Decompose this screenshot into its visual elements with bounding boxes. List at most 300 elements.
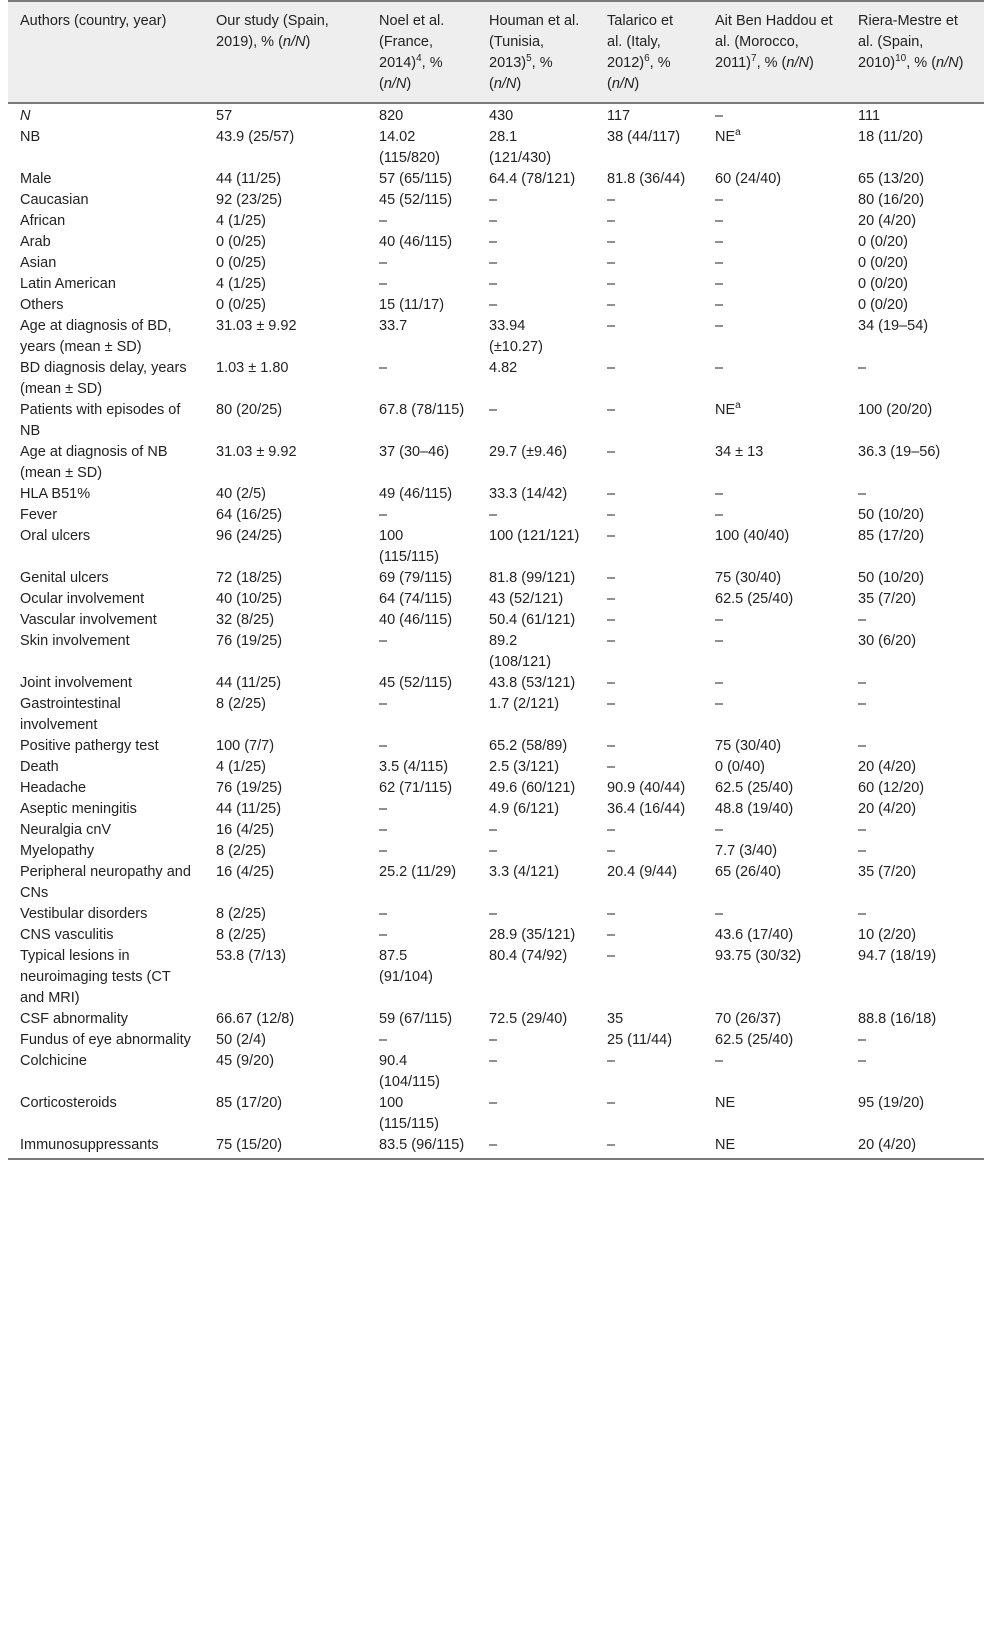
table-cell: 76 (19/25) [216, 780, 283, 796]
table-cell: 44 (11/25) [216, 801, 282, 817]
table-cell: 33.3 (14/42) [489, 486, 568, 502]
table-cell: – [858, 696, 867, 712]
table-cell: 28.9 (35/121) [489, 927, 576, 943]
table-cell: – [379, 633, 388, 649]
row-label: Fever [20, 507, 58, 523]
table-cell: 100 (20/20) [858, 402, 933, 418]
table-cell: – [379, 1032, 388, 1048]
table-cell: 3.5 (4/115) [379, 759, 449, 775]
table-row [8, 820, 984, 841]
table-row [8, 862, 984, 904]
row-label: Headache [20, 780, 87, 796]
table-cell: 49 (46/115) [379, 486, 453, 502]
table-cell: 62.5 (25/40) [715, 780, 794, 796]
table-cell: NE [715, 1095, 736, 1111]
table-cell: – [715, 255, 724, 271]
table-cell: – [715, 612, 724, 628]
row-label: Joint involvement [20, 675, 133, 691]
table-cell: – [595, 1135, 703, 1159]
footnote-marker: a [735, 127, 741, 139]
table-cell: $NE^a$ [715, 400, 741, 418]
row-label: Caucasian [20, 192, 89, 208]
table-cell: 43.6 (17/40) [715, 927, 794, 943]
table-cell: 90.4 (104/115) [379, 1053, 440, 1090]
table-cell: 33.7 [379, 318, 408, 334]
table-cell: 59 (67/115) [379, 1011, 453, 1027]
reference-superscript: 10 [895, 53, 907, 65]
row-label: Fundus of eye abnormality [20, 1032, 191, 1048]
table-cell: 25.2 (11/29) [379, 864, 457, 880]
table-cell: – [607, 948, 616, 964]
table-cell: 34 (19–54) [858, 318, 929, 334]
table-cell: 88.8 (16/18) [858, 1011, 937, 1027]
table-cell: 31.03 ± 9.92 [216, 318, 297, 334]
row-label: CNS vasculitis [20, 927, 114, 943]
row-label: Peripheral neuropathy and CNs [20, 864, 191, 901]
table-cell: – [715, 507, 724, 523]
table-cell: – [379, 801, 388, 817]
table-cell: – [607, 213, 616, 229]
table-cell: – [489, 1053, 498, 1069]
table-cell: 48.8 (19/40) [715, 801, 794, 817]
table-cell: 50 (10/20) [858, 507, 925, 523]
table-cell: 29.7 (±9.46) [489, 444, 568, 460]
table-row [8, 442, 984, 484]
table-cell: 95 (19/20) [858, 1095, 925, 1111]
table-cell: 36.3 (19–56) [858, 444, 941, 460]
row-label: Genital ulcers [20, 570, 109, 586]
table-cell: NE [703, 1135, 846, 1159]
table-cell: 0 (0/25) [216, 297, 266, 313]
table-row [8, 400, 984, 442]
table-row [8, 799, 984, 820]
table-cell: 25 (11/44) [607, 1032, 673, 1048]
table-cell: 0 (0/40) [715, 759, 765, 775]
table-cell: – [607, 675, 616, 691]
table-cell: – [858, 843, 867, 859]
table-cell: 35 (7/20) [858, 864, 917, 880]
table-cell: 43.9 (25/57) [216, 129, 295, 145]
table-cell: – [379, 276, 388, 292]
table-cell: 16 (4/25) [216, 822, 275, 838]
row-label: Age at diagnosis of NB (mean ± SD) [20, 444, 168, 481]
table-cell: – [607, 759, 616, 775]
table-cell: 28.1 (121/430) [489, 129, 552, 166]
table-row [8, 778, 984, 799]
table-row [8, 127, 984, 169]
table-row [8, 1093, 984, 1135]
table-cell: 85 (17/20) [858, 528, 925, 544]
table-cell: – [607, 255, 616, 271]
table-cell: 76 (19/25) [216, 633, 283, 649]
table-cell: 35 [607, 1011, 624, 1027]
table-cell: 35 (7/20) [858, 591, 917, 607]
table-cell: 8 (2/25) [216, 906, 266, 922]
table-cell: 40 (10/25) [216, 591, 283, 607]
row-label: Neuralgia cnV [20, 822, 112, 838]
row-label: Vestibular disorders [20, 906, 148, 922]
table-cell: – [489, 192, 498, 208]
table-cell: 15 (11/17) [379, 297, 445, 313]
table-row [8, 694, 984, 736]
reference-superscript: 7 [751, 53, 757, 65]
table-row [8, 673, 984, 694]
table-cell: – [607, 906, 616, 922]
table-cell: – [607, 843, 616, 859]
row-label: Positive pathergy test [20, 738, 159, 754]
table-row [8, 568, 984, 589]
table-row [8, 103, 984, 127]
table-row [8, 736, 984, 757]
table-cell: $NE^a$ [715, 127, 741, 145]
table-cell: 32 (8/25) [216, 612, 275, 628]
table-cell: – [379, 360, 388, 376]
table-cell: – [715, 234, 724, 250]
table-cell: – [607, 486, 616, 502]
table-cell: 8 (2/25) [216, 927, 266, 943]
table-cell: 57 (65/115) [379, 171, 453, 187]
table-cell: – [379, 927, 388, 943]
table-cell: – [489, 822, 498, 838]
table-cell: 4 (1/25) [216, 759, 266, 775]
table-cell: – [607, 360, 616, 376]
table-body [8, 103, 984, 1159]
table-cell: 45 (9/20) [216, 1053, 275, 1069]
table-cell: 31.03 ± 9.92 [216, 444, 297, 460]
table-cell: 37 (30–46) [379, 444, 450, 460]
table-cell: 81.8 (99/121) [489, 570, 576, 586]
table-cell: 0 (0/20) [858, 255, 908, 271]
table-cell: 20 (4/20) [858, 801, 917, 817]
table-cell: 3.3 (4/121) [489, 864, 560, 880]
table-cell: 65.2 (58/89) [489, 738, 568, 754]
table-cell: 60 (24/40) [715, 171, 782, 187]
table-cell: – [379, 906, 388, 922]
row-label: BD diagnosis delay, years (mean ± SD) [20, 360, 187, 397]
table-cell: – [607, 528, 616, 544]
table-cell: – [715, 633, 724, 649]
column-header: Authors (country, year) [8, 1, 204, 103]
table-row [8, 757, 984, 778]
table-row [8, 631, 984, 673]
table-row [8, 526, 984, 568]
table-cell: – [715, 906, 724, 922]
table-cell: 4 (1/25) [216, 213, 266, 229]
table-cell: 100 (115/115) [379, 528, 439, 565]
row-label: Typical lesions in neuroimaging tests (CT and MRI) [20, 948, 171, 1006]
table-cell: – [715, 276, 724, 292]
table-cell: 72.5 (29/40) [489, 1011, 568, 1027]
table-cell: – [607, 444, 616, 460]
row-label: Colchicine [20, 1053, 87, 1069]
table-cell: 65 (26/40) [715, 864, 782, 880]
column-header: Houman et al. (Tunisia, 2013)$^5$, % (n/N) [477, 1, 595, 103]
table-cell: 33.94 (±10.27) [489, 318, 543, 355]
table-cell: – [715, 108, 724, 124]
row-label: Vascular involvement [20, 612, 157, 628]
table-row [8, 925, 984, 946]
table-cell: – [607, 192, 616, 208]
table-cell: 85 (17/20) [216, 1095, 283, 1111]
table-cell: 90.9 (40/44) [607, 780, 686, 796]
table-cell: – [607, 318, 616, 334]
table-cell: 40 (2/5) [216, 486, 266, 502]
row-label: Age at diagnosis of BD, years (mean ± SD) [20, 318, 172, 355]
reference-superscript: 5 [526, 53, 532, 65]
table-cell: 40 (46/115) [379, 234, 453, 250]
table-cell: 94.7 (18/19) [858, 948, 937, 964]
table-cell: – [715, 318, 724, 334]
footnote-marker: a [735, 400, 741, 412]
table-cell: – [489, 297, 498, 313]
table-row [8, 169, 984, 190]
table-cell: 50 (10/20) [858, 570, 925, 586]
table-cell: – [715, 213, 724, 229]
table-cell: 43 (52/121) [489, 591, 564, 607]
table-cell: – [858, 1053, 867, 1069]
table-cell: – [715, 675, 724, 691]
table-cell: – [607, 822, 616, 838]
table-cell: – [607, 612, 616, 628]
table-cell: – [715, 696, 724, 712]
table-cell: – [607, 276, 616, 292]
row-label: Patients with episodes of NB [20, 402, 181, 439]
table-cell: 64 (74/115) [379, 591, 453, 607]
table-cell: – [607, 927, 616, 943]
column-header: Our study (Spain, 2019), % (n/N) [204, 1, 367, 103]
table-cell: 0 (0/25) [216, 255, 266, 271]
table-row [8, 1135, 984, 1159]
table-cell: 117 [607, 108, 631, 124]
table-cell: – [607, 297, 616, 313]
table-cell: 83.5 (96/115) [367, 1135, 477, 1159]
table-cell: – [607, 570, 616, 586]
table-cell: 4 (1/25) [216, 276, 266, 292]
table-cell: 1.03 ± 1.80 [216, 360, 289, 376]
reference-superscript: 4 [416, 53, 422, 65]
table-cell: 0 (0/25) [216, 234, 266, 250]
table-cell: – [379, 822, 388, 838]
table-cell: – [489, 1095, 498, 1111]
table-cell: 100 (40/40) [715, 528, 790, 544]
reference-superscript: 6 [644, 53, 650, 65]
table-cell: – [477, 1135, 595, 1159]
table-row [8, 1030, 984, 1051]
table-cell: – [715, 822, 724, 838]
table-row [8, 190, 984, 211]
comparison-table [8, 0, 984, 1160]
table-row [8, 505, 984, 526]
table-cell: 430 [489, 108, 514, 124]
table-cell: 20 (4/20) [858, 759, 917, 775]
table-cell: 80.4 (74/92) [489, 948, 568, 964]
table-cell: 0 (0/20) [858, 297, 908, 313]
table-cell: – [858, 612, 867, 628]
table-cell: – [858, 675, 867, 691]
table-cell: 64.4 (78/121) [489, 171, 576, 187]
row-label: HLA B51% [20, 486, 91, 502]
row-label: Arab [20, 234, 51, 250]
table-cell: 0 (0/20) [858, 234, 908, 250]
table-cell: 66.67 (12/8) [216, 1011, 295, 1027]
table-cell: – [858, 738, 867, 754]
row-label: NB [20, 129, 41, 145]
table-cell: – [489, 906, 498, 922]
table-cell: – [607, 234, 616, 250]
table-cell: 65 (13/20) [858, 171, 925, 187]
table-header [8, 1, 984, 103]
table-cell: 92 (23/25) [216, 192, 283, 208]
table-cell: – [607, 507, 616, 523]
table-cell: – [489, 276, 498, 292]
table-cell: – [607, 1095, 616, 1111]
table-cell: 45 (52/115) [379, 192, 453, 208]
table-cell: 62.5 (25/40) [715, 1032, 794, 1048]
table-row [8, 253, 984, 274]
row-label: Myelopathy [20, 843, 95, 859]
table-cell: 30 (6/20) [858, 633, 917, 649]
table-cell: 81.8 (36/44) [607, 171, 686, 187]
row-label: Skin involvement [20, 633, 130, 649]
table-cell: 0 (0/20) [858, 276, 908, 292]
table-cell: – [379, 255, 388, 271]
table-cell: – [607, 1053, 616, 1069]
table-row [8, 316, 984, 358]
column-header: Ait Ben Haddou et al. (Morocco, 2011)$^7$, % (n/N) [703, 1, 846, 103]
table-row [8, 358, 984, 400]
row-label: Others [20, 297, 64, 313]
table-row [8, 274, 984, 295]
table-cell: 96 (24/25) [216, 528, 283, 544]
table-cell: – [489, 402, 498, 418]
table-cell: 50 (2/4) [216, 1032, 266, 1048]
row-label: Gastrointestinal involvement [20, 696, 121, 733]
table-cell: – [379, 738, 388, 754]
table-cell: – [858, 486, 867, 502]
table-row [8, 904, 984, 925]
row-label: Ocular involvement [20, 591, 145, 607]
table-cell: 45 (52/115) [379, 675, 453, 691]
table-cell: – [858, 822, 867, 838]
table-row [8, 589, 984, 610]
row-label: CSF abnormality [20, 1011, 128, 1027]
table-cell: – [607, 402, 616, 418]
table-cell: – [858, 360, 867, 376]
table-cell: 62.5 (25/40) [715, 591, 794, 607]
table-cell: 64 (16/25) [216, 507, 283, 523]
table-row [8, 1051, 984, 1093]
table-cell: – [489, 234, 498, 250]
table-cell: – [858, 906, 867, 922]
table-cell: 8 (2/25) [216, 843, 266, 859]
table-cell: – [607, 738, 616, 754]
table-cell: 49.6 (60/121) [489, 780, 576, 796]
table-row [8, 946, 984, 1009]
table-cell: 4.9 (6/121) [489, 801, 560, 817]
row-label: African [20, 213, 66, 229]
table-cell: 69 (79/115) [379, 570, 453, 586]
table-cell: 2.5 (3/121) [489, 759, 560, 775]
table-cell: 100 (121/121) [489, 528, 580, 544]
table-cell: – [715, 1053, 724, 1069]
table-cell: 62 (71/115) [379, 780, 453, 796]
table-cell: 53.8 (7/13) [216, 948, 287, 964]
table-row [8, 841, 984, 862]
table-cell: 80 (20/25) [216, 402, 283, 418]
table-cell: 60 (12/20) [858, 780, 925, 796]
table-cell: – [379, 696, 388, 712]
table-cell: 16 (4/25) [216, 864, 275, 880]
table-cell: 20 (4/20) [846, 1135, 984, 1159]
table-cell: – [379, 213, 388, 229]
table-cell: – [489, 843, 498, 859]
row-label: Male [20, 171, 52, 187]
table-row [8, 610, 984, 631]
table-cell: 44 (11/25) [216, 675, 282, 691]
table-row [8, 232, 984, 253]
table-cell: 4.82 [489, 360, 518, 376]
table-row [8, 484, 984, 505]
table-cell: 100 (115/115) [379, 1095, 439, 1132]
row-label: Immunosuppressants [8, 1135, 204, 1159]
table-cell: 89.2 (108/121) [489, 633, 552, 670]
table-cell: 14.02 (115/820) [379, 129, 440, 166]
table-cell: 18 (11/20) [858, 129, 924, 145]
table-cell: 38 (44/117) [607, 129, 681, 145]
table-cell: – [379, 507, 388, 523]
table-cell: 75 (30/40) [715, 738, 782, 754]
table-cell: 43.8 (53/121) [489, 675, 576, 691]
table-cell: – [715, 192, 724, 208]
table-cell: 80 (16/20) [858, 192, 925, 208]
row-label: Corticosteroids [20, 1095, 117, 1111]
table-cell: 50.4 (61/121) [489, 612, 576, 628]
table-cell: – [715, 297, 724, 313]
table-cell: – [379, 843, 388, 859]
table-row [8, 1009, 984, 1030]
table-cell: – [858, 1032, 867, 1048]
table-cell: 111 [858, 108, 881, 124]
table-cell: 70 (26/37) [715, 1011, 782, 1027]
row-label: Aseptic meningitis [20, 801, 137, 817]
row-label: Oral ulcers [20, 528, 91, 544]
table-cell: 7.7 (3/40) [715, 843, 778, 859]
table-cell: – [489, 507, 498, 523]
table-cell: – [607, 696, 616, 712]
column-header: Riera-Mestre et al. (Spain, 2010)$^{10}$, % (n/N) [846, 1, 984, 103]
table-cell: – [607, 633, 616, 649]
table-cell: 1.7 (2/121) [489, 696, 560, 712]
header-row [8, 1, 984, 103]
table-cell: 20.4 (9/44) [607, 864, 678, 880]
table-cell: – [715, 486, 724, 502]
table-cell: 34 ± 13 [715, 444, 764, 460]
table-cell: 44 (11/25) [216, 171, 282, 187]
row-label: Asian [20, 255, 57, 271]
table-cell: 8 (2/25) [216, 696, 266, 712]
table-cell: 75 (15/20) [204, 1135, 367, 1159]
table-cell: – [715, 360, 724, 376]
row-label: Death [20, 759, 59, 775]
table-cell: 820 [379, 108, 404, 124]
table-cell: 87.5 (91/104) [379, 948, 434, 985]
table-cell: – [489, 213, 498, 229]
row-label: N [20, 108, 31, 124]
table-cell: 75 (30/40) [715, 570, 782, 586]
table-cell: – [489, 255, 498, 271]
table-cell: 10 (2/20) [858, 927, 917, 943]
row-label: Latin American [20, 276, 116, 292]
